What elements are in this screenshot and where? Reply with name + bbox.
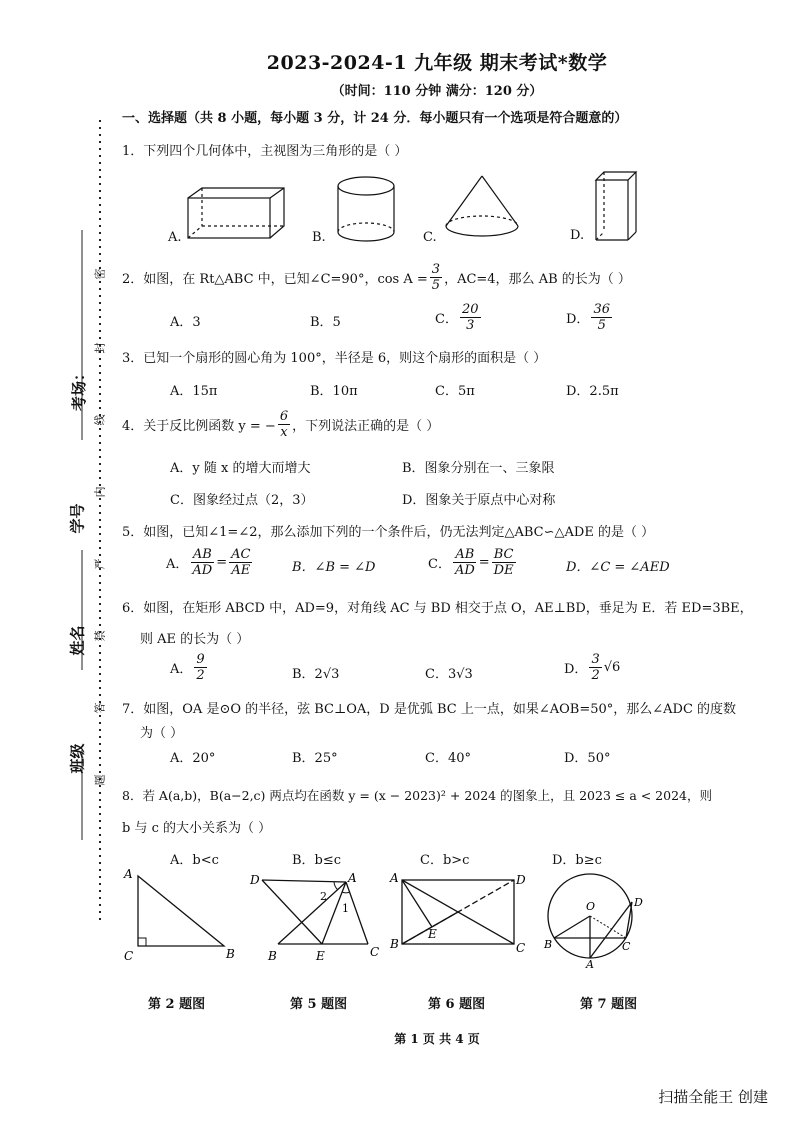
- q6-option-a-label: A．: [170, 662, 193, 677]
- cuboid-shape: [188, 188, 284, 238]
- question-3-stem: 3．已知一个扇形的圆心角为 100°，半径是 6，则这个扇形的面积是（ ）: [122, 351, 547, 366]
- seal-char: 严: [93, 558, 107, 570]
- q2-option-c: [435, 302, 483, 333]
- q2-option-a: A．3: [170, 315, 201, 330]
- question-6-stem-line2: 则 AE 的长为（ ）: [140, 632, 250, 647]
- frac-num: 3: [591, 652, 600, 667]
- q3-option-c: C．5π: [435, 384, 475, 399]
- q8-option-d: D．b≥c: [552, 853, 602, 868]
- seal-char: 禁: [93, 630, 107, 642]
- q4-stem-part-b: ，下列说法正确的是（ ）: [292, 419, 440, 434]
- fig7-label-a: A: [586, 958, 594, 970]
- seal-char: 密: [93, 268, 107, 280]
- question-4-stem: [122, 409, 439, 440]
- student-id-label: 学号: [68, 503, 87, 534]
- frac: [194, 652, 206, 683]
- q1-solids-figure: [180, 170, 650, 250]
- q2-option-d-label: D．: [566, 312, 590, 327]
- fig7-label-d: D: [634, 896, 643, 909]
- section-heading: 一、选择题（共 8 小题，每小题 3 分，计 24 分．每小题只有一个选项是符合题意的）: [122, 111, 628, 126]
- fig5-label-1: 1: [342, 902, 349, 915]
- fig5-label-d: D: [250, 873, 260, 887]
- q1-option-a: A.: [168, 230, 182, 245]
- exam-subtitle: （时间：110 分钟 满分：120 分）: [331, 84, 543, 99]
- page-number: 第 1 页 共 4 页: [394, 1032, 480, 1046]
- question-6-stem: 6．如图，在矩形 ABCD 中，AD=9，对角线 AC 与 BD 相交于点 O，AE⊥BD，垂足为 E．若 ED=3BE，: [122, 601, 753, 616]
- frac: [492, 547, 516, 578]
- q3-option-b: B．10π: [310, 384, 358, 399]
- frac-den: 3: [466, 318, 475, 333]
- seal-char: 答: [93, 702, 107, 714]
- q1-option-d: D.: [570, 228, 585, 243]
- seal-char: 内: [93, 486, 107, 498]
- equals-sign: =: [478, 555, 490, 570]
- q8-option-b: B．b≤c: [292, 853, 342, 868]
- fig6-label-e: E: [428, 927, 437, 941]
- question-7-stem: 7．如图，OA 是⊙O 的半径，弦 BC⊥OA，D 是优弧 BC 上一点，如果∠AOB=50°，那么∠ADC 的度数: [122, 702, 737, 717]
- question-2-stem: [122, 262, 631, 293]
- q5-option-b: B．∠B = ∠D: [292, 560, 376, 575]
- q6-option-a: [170, 652, 209, 683]
- q5-option-c: [428, 547, 518, 578]
- frac-den: 2: [196, 668, 205, 683]
- frac-num: 9: [196, 652, 205, 667]
- frac: [229, 547, 252, 578]
- q7-option-c: C．40°: [425, 751, 471, 766]
- fig2-label-a: A: [124, 868, 133, 881]
- q4-fraction: [278, 409, 290, 440]
- q4-option-b: B．图象分别在一、三象限: [402, 461, 555, 476]
- frac-den: 2: [591, 668, 600, 683]
- equals-sign: =: [216, 555, 228, 570]
- figure-7: [536, 866, 646, 970]
- figure-5-caption: 第 5 题图: [290, 997, 348, 1012]
- frac-num: AB: [192, 547, 212, 562]
- frac-den: 5: [597, 318, 606, 333]
- frac-den: AE: [231, 563, 251, 578]
- fig2-label-b: B: [226, 947, 235, 961]
- q3-option-d: D．2.5π: [566, 384, 619, 399]
- exam-title: 2023-2024-1 九年级 期末考试*数学: [266, 52, 608, 74]
- fig7-label-c: C: [622, 940, 631, 953]
- q2-option-d-frac: [591, 302, 612, 333]
- figure-5: [248, 868, 388, 968]
- frac-num: AC: [231, 547, 251, 562]
- fig6-label-a: A: [390, 871, 399, 885]
- fig7-label-b: B: [544, 938, 553, 951]
- fig5-label-e: E: [316, 949, 325, 963]
- fig5-label-2: 2: [320, 890, 327, 903]
- q8-option-c: C．b>c: [420, 853, 470, 868]
- exam-room-label: 考场：: [70, 365, 89, 412]
- figure-6: [388, 868, 530, 968]
- frac: [190, 547, 214, 578]
- name-label: 姓名: [68, 625, 87, 656]
- q2-option-d: [566, 302, 614, 333]
- q4-frac-den: x: [280, 425, 288, 440]
- fig2-label-c: C: [124, 949, 134, 963]
- fig5-label-c: C: [370, 945, 380, 959]
- q2-option-c-frac: [460, 302, 481, 333]
- seal-char: 封: [93, 342, 107, 354]
- q1-option-c: C.: [423, 230, 437, 245]
- cylinder-shape: [338, 177, 394, 241]
- q2-frac-num: 3: [431, 262, 441, 277]
- frac-den: AD: [454, 563, 475, 578]
- fig7-label-o: O: [586, 900, 596, 913]
- q4-frac-num: 6: [279, 409, 289, 424]
- frac-num: BC: [493, 547, 514, 562]
- scanner-watermark: 扫描全能王 创建: [658, 1088, 768, 1106]
- q7-option-d: D．50°: [564, 751, 611, 766]
- fig6-label-b: B: [390, 937, 399, 951]
- figure-2: [120, 868, 250, 968]
- q5-option-a-label: A．: [166, 557, 189, 572]
- q2-frac-den: 5: [431, 278, 441, 293]
- question-1-stem: 1．下列四个几何体中，主视图为三角形的是（ ）: [122, 144, 408, 159]
- q1-option-b: B.: [312, 230, 326, 245]
- question-7-stem-line2: 为（ ）: [140, 726, 184, 741]
- q5-option-c-label: C．: [428, 557, 451, 572]
- fig6-label-c: C: [516, 941, 526, 955]
- q6-option-d-label: D．: [564, 662, 588, 677]
- q2-stem-part-a: 2．如图，在 Rt△ABC 中，已知∠C=90°，cos A =: [122, 272, 428, 287]
- frac-num: AB: [455, 547, 475, 562]
- q6-option-d-tail: √6: [603, 660, 621, 675]
- q2-stem-part-b: ，AC=4，那么 AB 的长为（ ）: [444, 272, 631, 287]
- figure-6-caption: 第 6 题图: [428, 997, 486, 1012]
- q7-option-b: B．25°: [292, 751, 338, 766]
- frac-den: AD: [192, 563, 213, 578]
- frac-num: 36: [593, 302, 610, 317]
- q4-option-c: C．图象经过点（2，3）: [170, 493, 314, 508]
- fig5-label-a: A: [348, 871, 357, 885]
- q2-option-b: B．5: [310, 315, 341, 330]
- fig5-label-b: B: [268, 949, 277, 963]
- question-8-stem-line2: b 与 c 的大小关系为（ ）: [122, 821, 272, 836]
- frac-den: DE: [493, 563, 514, 578]
- q8-option-a: A．b<c: [170, 853, 219, 868]
- q2-option-c-label: C．: [435, 312, 458, 327]
- q6-option-b: B．2√3: [292, 667, 340, 682]
- fig6-label-d: D: [516, 873, 526, 887]
- figure-7-caption: 第 7 题图: [580, 997, 638, 1012]
- q7-option-a: A．20°: [170, 751, 216, 766]
- figure-2-caption: 第 2 题图: [148, 997, 206, 1012]
- q3-option-a: A．15π: [170, 384, 218, 399]
- frac-num: 20: [461, 302, 479, 317]
- cone-shape: [446, 176, 518, 236]
- q4-option-a: A．y 随 x 的增大而增大: [170, 461, 311, 476]
- q4-option-d: D．图象关于原点中心对称: [402, 493, 556, 508]
- class-label: 班级: [68, 743, 87, 774]
- seal-char: 题: [93, 774, 107, 786]
- q5-option-a: [166, 547, 254, 578]
- q2-fraction: [430, 262, 442, 293]
- triangular-prism-shape: [596, 172, 636, 240]
- frac: [453, 547, 477, 578]
- frac: [589, 652, 601, 683]
- question-5-stem: 5．如图，已知∠1=∠2，那么添加下列的一个条件后，仍无法判定△ABC∽△ADE 的是（ ）: [122, 525, 655, 540]
- q4-stem-part-a: 4．关于反比例函数 y = −: [122, 419, 276, 434]
- q6-option-c: C．3√3: [425, 667, 473, 682]
- q5-option-d: D．∠C = ∠AED: [566, 560, 670, 575]
- question-8-stem: 8．若 A(a,b)，B(a−2,c) 两点均在函数 y = (x − 2023)² + 2024 的图象上，且 2023 ≤ a < 2024，则: [122, 788, 712, 803]
- seal-char: 线: [93, 414, 107, 426]
- q6-option-d: [564, 652, 620, 683]
